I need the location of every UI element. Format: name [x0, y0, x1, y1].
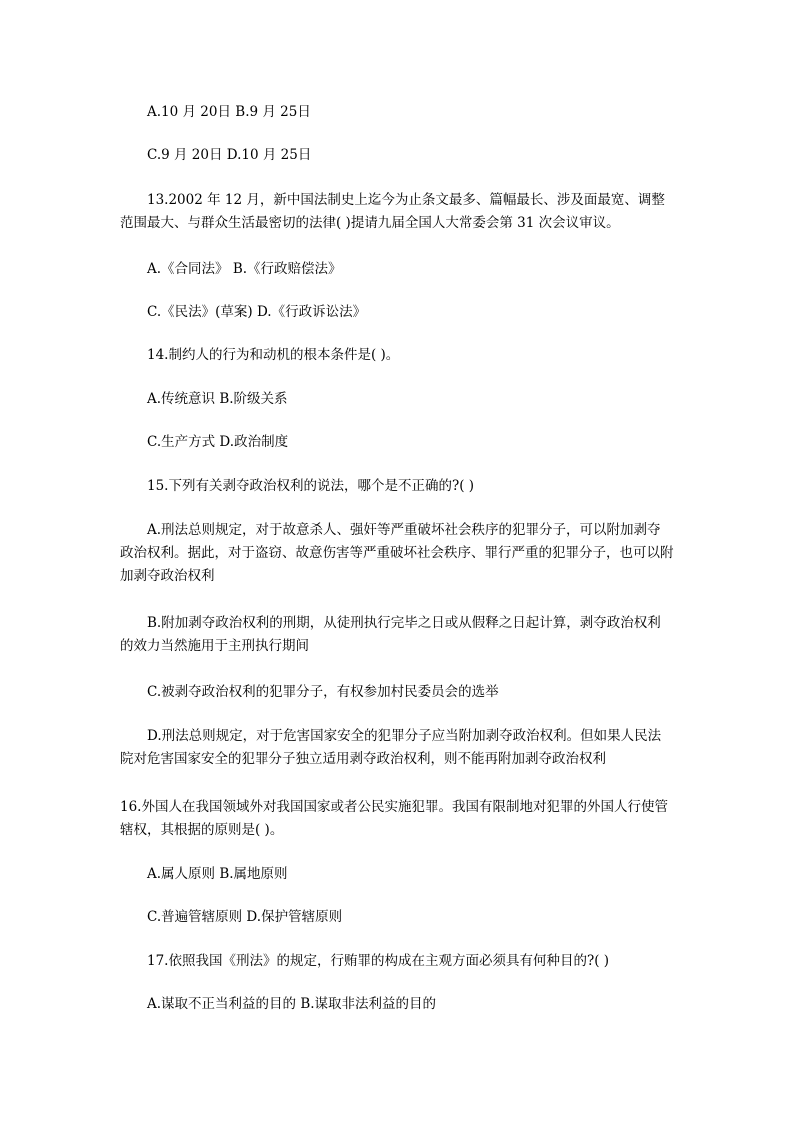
q15-option-a: A.刑法总则规定，对于故意杀人、强奸等严重破坏社会秩序的犯罪分子，可以附加剥夺政治权利。据此，对于盗窃、故意伤害等严重破坏社会秩序、罪行严重的犯罪分子，也可以附加剥夺政治权利	[120, 522, 674, 584]
q17-options-ab: A.谋取不正当利益的目的 B.谋取非法利益的目的	[147, 996, 437, 1012]
q13-options-cd: C.《民法》(草案) D.《行政诉讼法》	[147, 304, 367, 320]
q15-option-c: C.被剥夺政治权利的犯罪分子，有权参加村民委员会的选举	[147, 684, 499, 700]
q14-options-cd: C.生产方式 D.政治制度	[147, 434, 289, 450]
q15-option-b: B.附加剥夺政治权利的刑期，从徒刑执行完毕之日或从假释之日起计算，剥夺政治权利的效力当然施用于主刑执行期间	[120, 615, 661, 654]
q15-option-d: D.刑法总则规定，对于危害国家安全的犯罪分子应当附加剥夺政治权利。但如果人民法院对危害国家安全的犯罪分子独立适用剥夺政治权利，则不能再附加剥夺政治权利	[120, 728, 662, 767]
q17-question: 17.依照我国《刑法》的规定，行贿罪的构成在主观方面必须具有何种目的?( )	[147, 953, 610, 969]
q15-question: 15.下列有关剥夺政治权利的说法，哪个是不正确的?( )	[147, 478, 475, 494]
q12-options-cd: C.9 月 20日 D.10 月 25日	[147, 147, 312, 163]
q16-options-cd: C.普遍管辖原则 D.保护管辖原则	[147, 909, 343, 925]
q16-options-ab: A.属人原则 B.属地原则	[147, 866, 288, 882]
q12-options-ab: A.10 月 20日 B.9 月 25日	[147, 104, 311, 120]
q13-question: 13.2002 年 12 月，新中国法制史上迄今为止条文最多、篇幅最长、涉及面最宽、调整范围最大、与群众生活最密切的法律( )提请九届全国人大常委会第 31 次会议审议。	[120, 192, 665, 231]
q14-question: 14.制约人的行为和动机的根本条件是( )。	[147, 347, 400, 363]
q16-question: 16.外国人在我国领域外对我国国家或者公民实施犯罪。我国有限制地对犯罪的外国人行使管辖权，其根据的原则是( )。	[120, 799, 668, 838]
q14-options-ab: A.传统意识 B.阶级关系	[147, 391, 288, 407]
q13-options-ab: A.《合同法》 B.《行政赔偿法》	[147, 261, 342, 277]
